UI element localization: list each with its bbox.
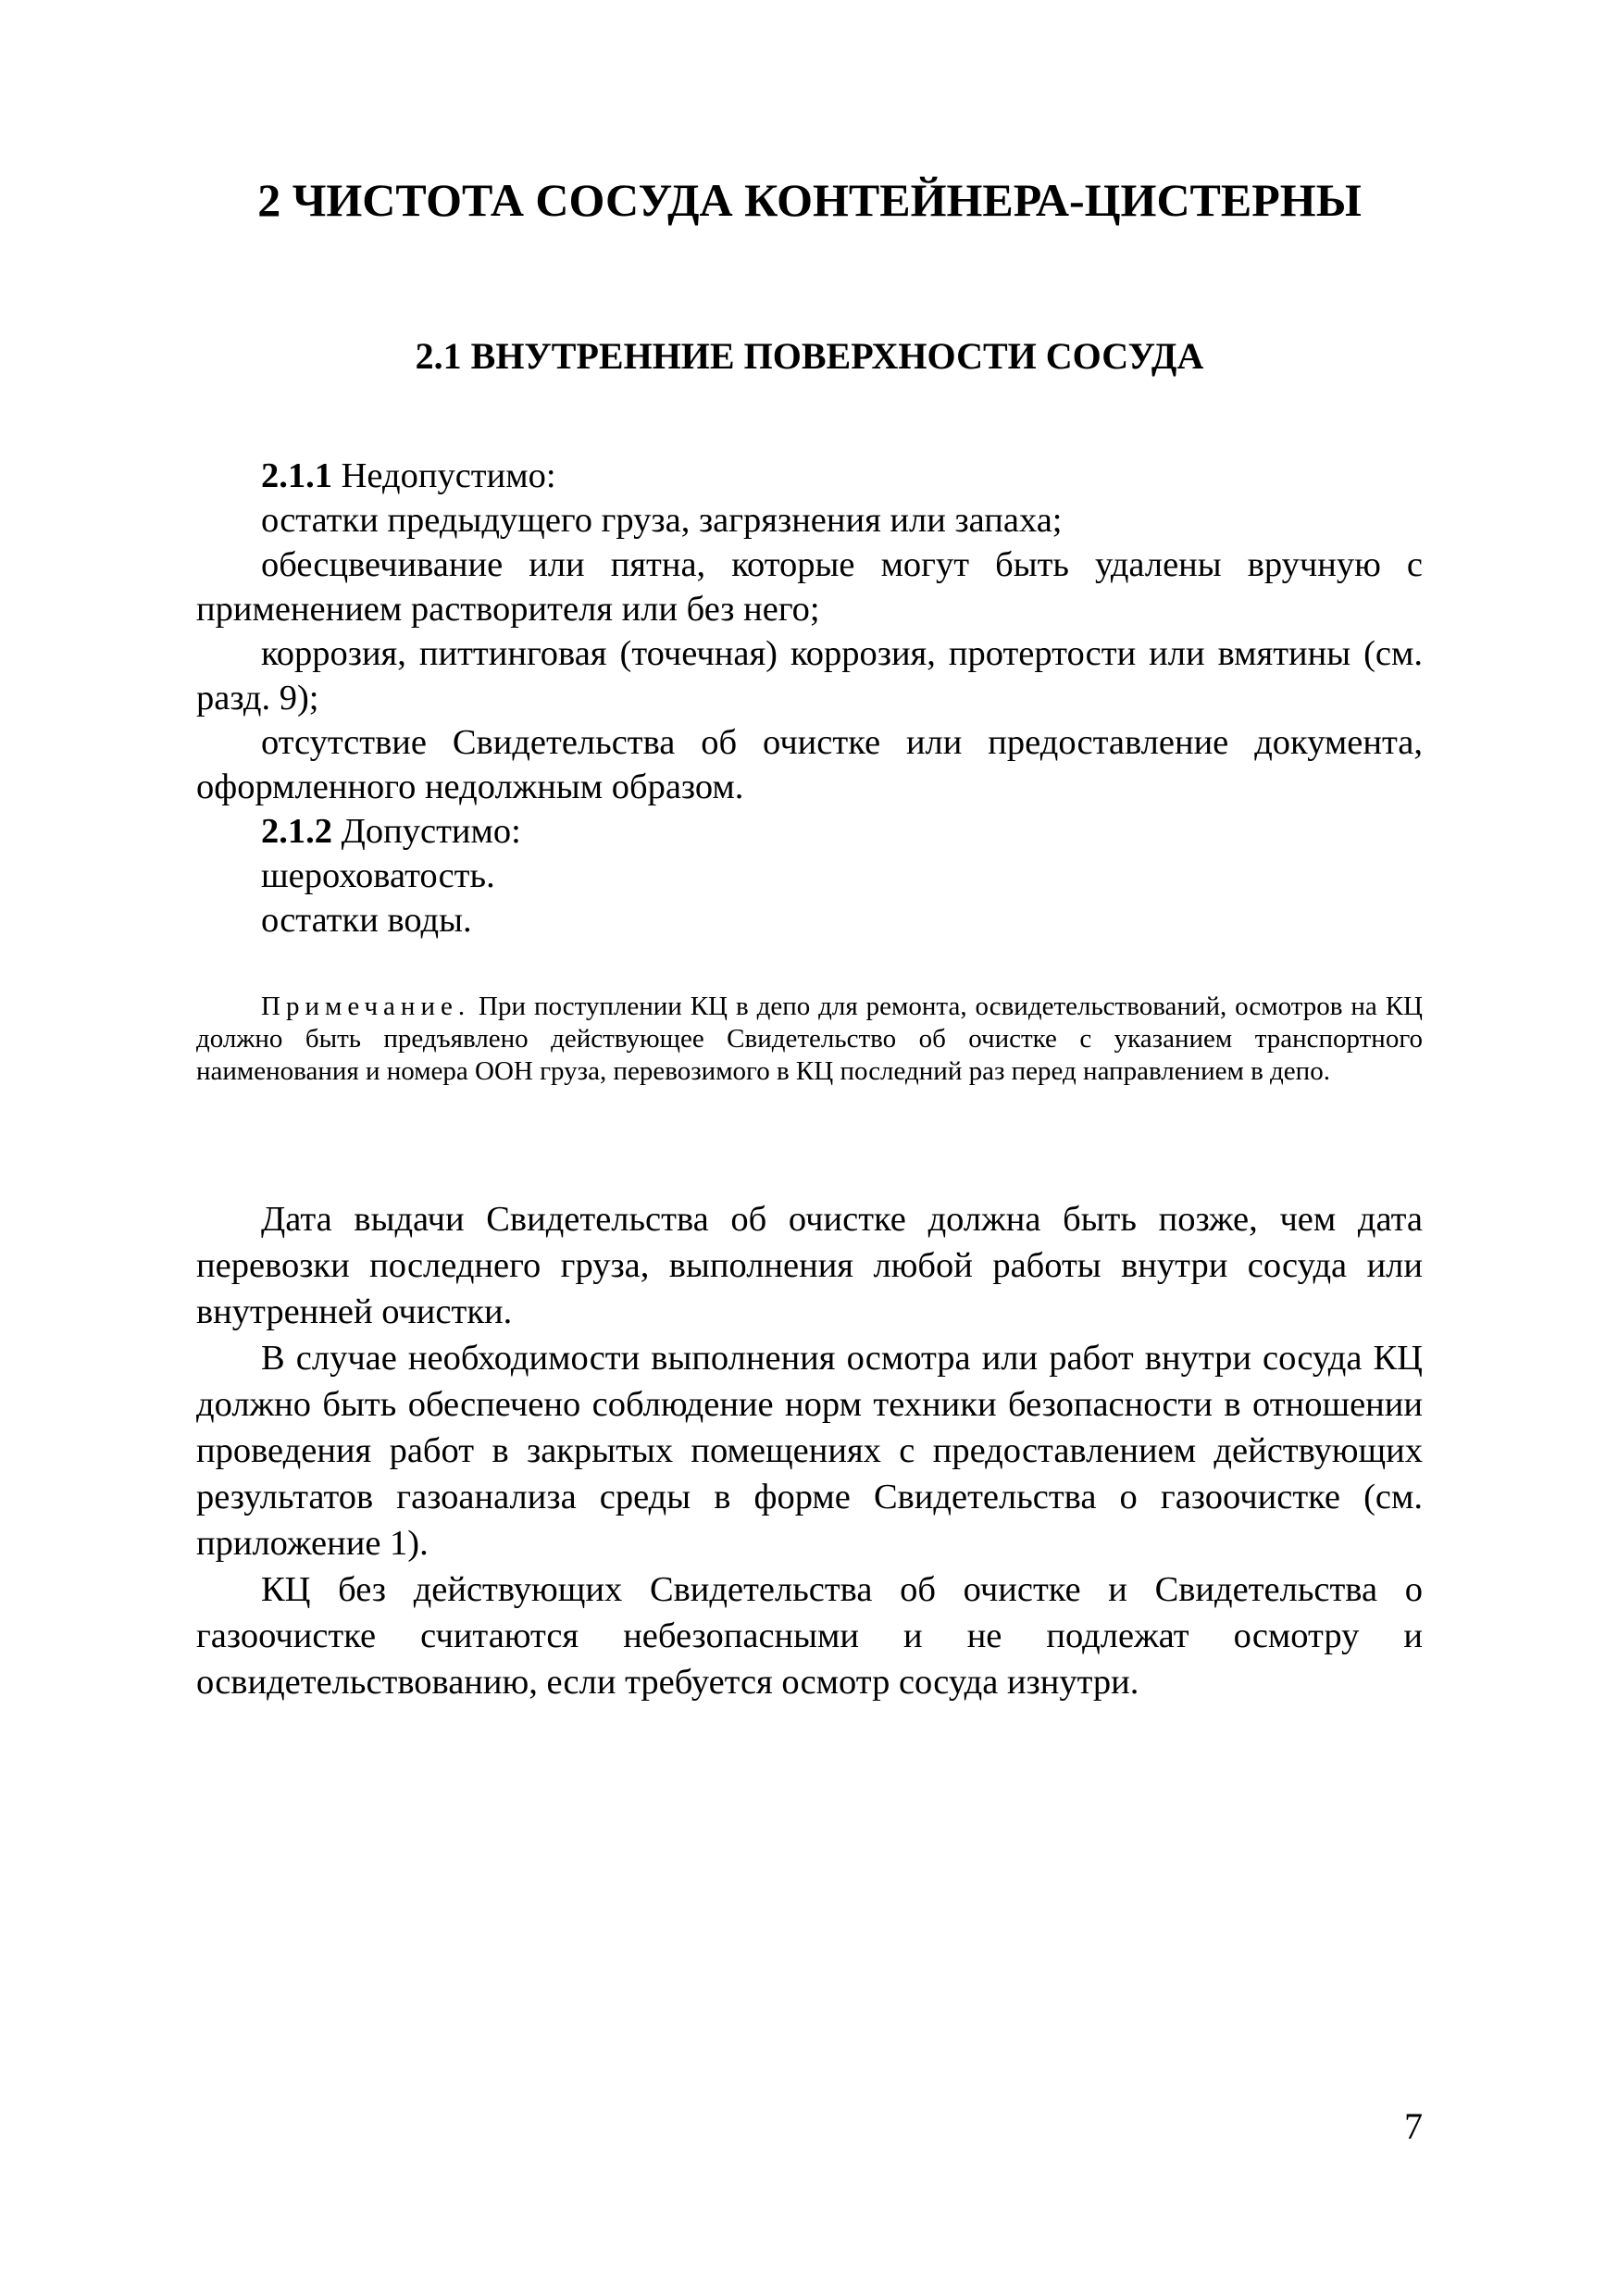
document-page <box>196 0 1423 2296</box>
list-item: обесцвечивание или пятна, которые могут быть удалены вручную с применением растворителя или без него; <box>196 545 1423 629</box>
list-item: коррозия, питтинговая (точечная) коррозия, протертости или вмятины (см. разд. 9); <box>196 634 1423 718</box>
chapter-title: 2 ЧИСТОТА СОСУДА КОНТЕЙНЕРА-ЦИСТЕРНЫ <box>257 174 1362 226</box>
section-title: 2.1 ВНУТРЕННИЕ ПОВЕРХНОСТИ СОСУДА <box>415 335 1204 377</box>
item-number: 2.1.2 <box>261 812 332 851</box>
paragraph: КЦ без действующих Свидетельства об очистке и Свидетельства о газоочистке считаются небезопасными и не подлежат осмотру и освидетельствованию, если требуется осмотр сосуда изнутри. <box>196 1570 1423 1702</box>
item-label: Допустимо: <box>341 812 521 851</box>
main-text-block <box>196 1196 1423 1705</box>
list-item: отсутствие Свидетельства об очистке или предоставление документа, оформленного недолжным образом. <box>196 723 1423 806</box>
note-text: При поступлении КЦ в депо для ремонта, освидетельствований, осмотров на КЦ должно быть предъявлено действующее Свидетельство об очистке с указанием транспортного наименования и номера ООН груза, перевозимого в КЦ последний раз перед направлением в депо. <box>196 992 1423 1086</box>
item-label: Недопустимо: <box>341 456 556 495</box>
note-paragraph <box>196 991 1423 1088</box>
list-item: остатки воды. <box>261 901 472 940</box>
list-item: шероховатость. <box>261 856 495 895</box>
item-number: 2.1.1 <box>261 456 332 495</box>
paragraph: Дата выдачи Свидетельства об очистке должна быть позже, чем дата перевозки последнего груза, выполнения любой работы внутри сосуда или внутренней очистки. <box>196 1200 1423 1331</box>
requirements-block <box>196 454 1423 942</box>
item-2-1-1-heading <box>196 454 1423 498</box>
note <box>196 991 1423 1088</box>
paragraph: В случае необходимости выполнения осмотра или работ внутри сосуда КЦ должно быть обеспечено соблюдение норм техники безопасности в отношении проведения работ в закрытых помещениях с предоставлением действующих результатов газоанализа среды в форме Свидетельства о газоочистке (см. приложение 1). <box>196 1339 1423 1563</box>
note-label: Примечание. <box>261 992 471 1021</box>
item-2-1-2-heading <box>196 809 1423 854</box>
list-item: остатки предыдущего груза, загрязнения или запаха; <box>261 501 1063 540</box>
page-number: 7 <box>1404 2105 1423 2147</box>
